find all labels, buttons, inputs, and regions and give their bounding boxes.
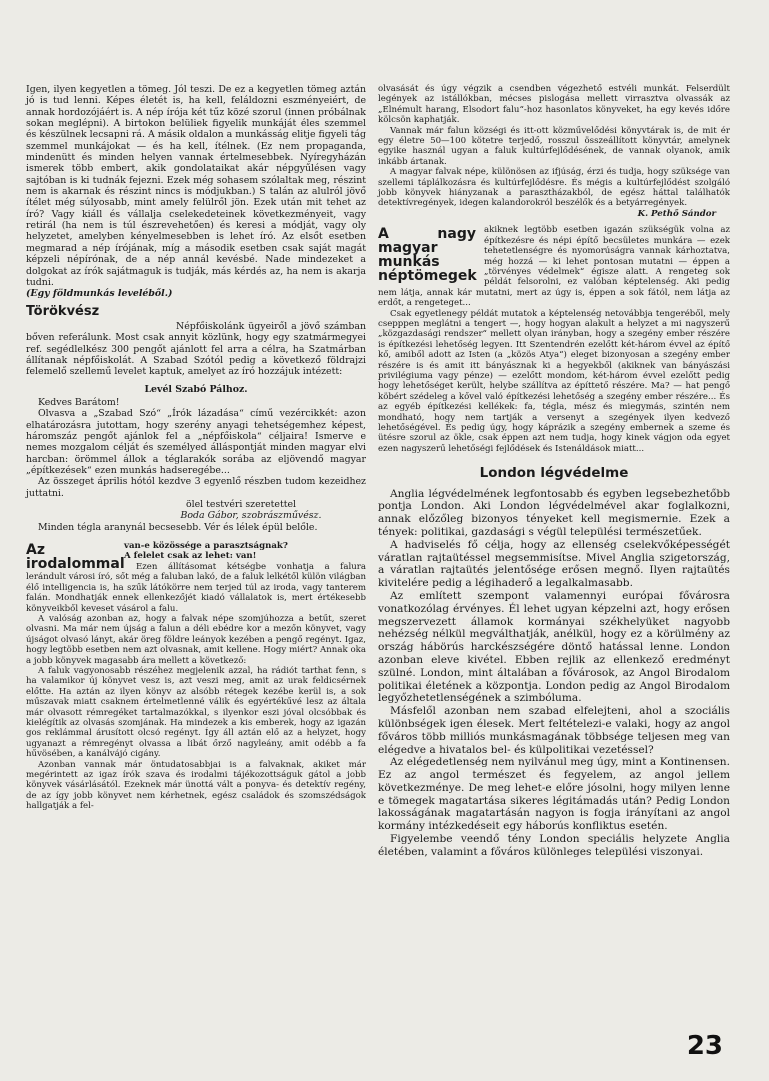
letter-paragraph: Az összeget április hótól kezdve 3 egyenlő részben tudom kezeidhez juttatni. xyxy=(26,476,366,499)
section-title-munkas: A nagy magyar munkás néptömegek xyxy=(378,226,477,285)
article-paragraph: Figyelembe veendő tény London speciális helyzete Anglia életében, valamint a főváros különleges települési viszonyai. xyxy=(378,833,730,858)
article-paragraph: olvasását és úgy végzik a csendben végezhető estvéli munkát. Felserdült legények az istállókban, mécses pislogása mellett virrasztva olvassák az „Elnémult harang, Elsodort falu“-hoz hasonlatos könyveket, ha egy kevés időre kölcsön kaphatják. xyxy=(378,84,730,126)
article-paragraph: Az említett szempont valamennyi európai fővárosra vonatkozólag érvényes. Él lehet ugyan képzelni azt, hogy erősen megszervezett államok kormányai székhelyüket nagyobb nehézség nélkül megválthatják, anélkül, hogy ez a körülmény az ország hábörús harckészségére döntő hatással lenne. London azonban eleve kivétel. Ebben rejlik az ellenkező eredményt szülné. London, mint általában a fővárosok, az Angol Birodalom politikai életének a központja. London pedig az Angol Birodalom legyőzhetetlenségének a szimbóluma. xyxy=(378,589,730,705)
section-title-london: London légvédelme xyxy=(479,465,629,482)
article-paragraph: Ezen állításomat kétségbe vonhatja a falura lerándult városi író, sőt még a faluban lakó, de a faluk lelkétől külön világban élő intelligencia is, ha szűk látókörre nem terjed túl az iroda, vagy tanterem falán. Mondhatják ennek ellenkezőjét kiadó vállalatok is, mert értékesebb könyveikből keveset vásárol a falu. xyxy=(26,561,366,614)
source-note: (Egy földmunkás leveléből.) xyxy=(26,288,173,300)
article-paragraph: Az elégedetlenség nem nyilvánul meg úgy, mint a Kontinensen. Ez az angol természet és fegyelem, az angol jellem következménye. De meg lehet-e előre jósolni, hogy milyen lenne e tömegek magatartása sikeres légitámadás után? Pedig London lakosságának magatartásán nagyon is fogja irányítani az angol kormány intézkedéseit egy háborús konfliktus esetén. xyxy=(378,756,730,833)
article-paragraph: Anglia légvédelmének legfontosabb és egyben legsebezhetőbb pontja London. Aki London légvédelmével akar foglalkozni, annak előzőleg bizonyos tényeket kell megismernie. Ezek a tények: politikai, gazdasági s végül települési természetűek. xyxy=(378,487,730,538)
article-paragraph: Másfelől azonban nem szabad elfelejteni, ahol a szociális különbségek igen élesek. Mert feltételezi-e valaki, hogy az angol főváros több milliós munkásmagának többsége teljesen meg van elégedve a hivatalos bel- és külpolitikai vezetéssel? xyxy=(378,705,730,756)
article-paragraph: Igen, ilyen kegyetlen a tömeg. Jól teszi. De ez a kegyetlen tömeg aztán jó is tud lenni. Képes életét is, ha kell, feláldozni eszményeiért, de annak hordozójáért is. A nép írója két tűz közé szorul (innen próbálnak sokan meglépni). A birtokon belüliek figyelik munkáját éles szemmel és készülnek lecsapni rá. A másik oldalon a munkásság elitje figyeli tág szemmel munkájokat — és ha kell, ítélnek. (Ez nem propaganda, mindenütt és minden helyen vannak értelmesebbek. Nyíregyházán ismerek több embert, akik gondolataikat akár népgyűlésen vagy sajtóban is ki tudnák fejezni. Ezek még sohasem szólaltak meg, részint nem is akarnak és részint nincs is módjukban.) S talán az alulról jövő ítélet még súlyosabb, mint amely felülről jön. Ezek után mit tehet az író? Vagy kiáll és vállalja cselekedeteinek következményeit, vagy retirál (ha nem is túl észrevehetően) és keresi a módját, vagy oly helyzetet, amelyben kényelmesebben is lehet író. Az elsőt esetben megmarad a nép írójának, míg a második esetben csak saját magát képzeli népírónak, de a nép annál kevésbé. Nade mindezeket a dolgokat az írók sajátmaguk is tudják, más kérdés az, ha nem is akarja tudni. xyxy=(26,84,366,288)
article-paragraph: Népfőiskolánk ügyeiről a jövő számban bőven referálunk. Most csak annyit közlünk, hogy egy szatmármegyei ref. segédlelkész 300 pengőt ajánlott fel arra a célra, ha Szatmárban állítanak népfőiskolát. A Szabad Szótól pedig a következő földrajzi felemelő szellemű levelet kaptuk, amelyet az író hozzájuk intézett: xyxy=(26,320,366,378)
right-column xyxy=(378,84,730,859)
subheading: van-e közössége a parasztságnak? xyxy=(124,541,288,552)
article-paragraph: Azonban vannak már öntudatosabbjai is a falvaknak, akiket már megérintett az igaz írók szava és irodalmi tájékozottságuk gátol a jobb könyvek vásárlásától. Ezeknek már ünottá vált a ponyva- és detektív regény, de az így jobb könyvet nem kérhetnek, egész családok és szomszédságok hallgatják a fel- xyxy=(26,759,366,812)
article-paragraph: A magyar falvak népe, különösen az ifjúság, érzi és tudja, hogy szüksége van szellemi táplálkozásra és kultúrfejlődésre. És mégis a kultúrfejlődést szolgáló jobb könyvek hiányzanak a parasztházakból, de egész háttal találhatók detektívregények, idegen kalandorokról beszélők és a betyárregények. xyxy=(378,167,730,209)
letter-closing: ölel testvéri szeretettel xyxy=(185,499,297,511)
subheading: A felelet csak az lehet: van! xyxy=(124,551,257,562)
article-paragraph: A hadviselés fő célja, hogy az ellenség cselekvőképességét váratlan rajtaütéssel megsemmisítse. Mivel Anglia szigetország, a váratlan rajtaütés jelentősége erősen megnő. Ilyen rajtaütés kivitelére pedig a légihaderő a legalkalmasabb. xyxy=(378,538,730,590)
article-paragraph: A faluk vagyonosabb részéhez megjelenik azzal, ha rádiót tarthat fenn, s ha valamikor új könyvet vesz is, azt veszi meg, amit az urak feldicsérnek előtte. Ha aztán az ilyen könyv az alsóbb rétegek kezébe kerül is, a sok műszavak miatt csaknem értelmetlenné válik és egyértékűvé lesz az általa már olvasott rémregéket tartalmazókkal, s ilyenkor eszi jóval olcsóbbak és kielégítik az olvasás szomjának. Ha mindezek a kis emberek, hogy az igazán gos reklámmal árusított olcsó regényt. Így áll aztán elő az a helyzet, hogy ugyanazt a rémregényt olvassa a libát őrző nagyleány, amit odébb a fa hűvösében, a kanálvájó cigány. xyxy=(26,665,366,760)
article-paragraph: akiknek legtöbb esetben igazán szükségük volna az építkezésre és népi építő becsületes munkára — ezek tehetetlenségre és nyomorúságra vannak kárhoztatva, még hozzá — ki lehet pontosan mutatni — éppen a „törvényes védelmek“ égisze alatt. A rengeteg sok példát felsorolni, ez valóban képtelenség. Aki pedig nem látja, annak kár mutatni, mert az úgy is, éppen a sok fától, nem látja az erdőt, a rengeteget... xyxy=(378,225,730,309)
page-number: 23 xyxy=(686,1031,723,1061)
letter-paragraph: Olvasva a „Szabad Szó“ „Írók lázadása“ című vezércikkét: azon elhatározásra jutottam, hogy szerény anyagi tehetségemhez képest, háromszáz pengőt ajánlok fel a „népfőiskola“ céljaira! Ismerve e nemes mozgalom célját és személyed álláspontját minden magyar elvi harcban: örömmel állok a téglarakók sorába az eljövendő magyar „építkezések“ ezen munkás hadseregébe... xyxy=(26,408,366,476)
section-title-torokvesz: Törökvész xyxy=(26,303,100,319)
left-column xyxy=(26,84,366,812)
letter-signature: Boda Gábor, szobrászművész. xyxy=(180,510,322,522)
letter-heading: Levél Szabó Pálhoz. xyxy=(144,383,248,395)
letter-greeting: Kedves Barátom! xyxy=(38,396,120,408)
article-paragraph: Csak egyetlenegy példát mutatok a képtelenség netovábbja tengeréből, mely csepppen meglátni a tengert —, hogy hogyan alakult a helyzet a mi nagyszerű „közgazdasági rendszer“ mellett olyan irányban, hogy a szegény ember részére is építkezési lehetőség legyen. Itt Szentendrén ezelőtt két-három évvel az építő kő, amiből adott az Isten (a „közös Atya“) eleget bizonyosan a szegény ember részére is és amit itt bányásznak ki a hegyekből (akiknek van bányászási privilégiuma vagy pénze) — ezelőtt mondom, két-három évvel ezelőtt pedig hogy lehetőséget került, helybe szállítva az építtető részére. Ma? — hat pengő köbért szédeleg a kővel való építkezési lehetőség a szegény ember részére... És az egyéb építkezési kellékek: fa, tégla, mész és miegymás, szintén nem mondható, hogy nem tartják a versenyt a szegények ilyen kedvező lehetőségével. És pedig úgy, hogy káprázik a szegény embernek a szeme és ütésre szorul az ökle, csak éppen azt nem tudja, hogy kinek vágjon oda egyet ezen nagyszerű lehetőségi fejlődések és Istenáldások miatt... xyxy=(378,308,730,454)
article-paragraph: Vannak már falun községi és itt-ott közművelődési könyvtárak is, de mit ér egy életre 50—100 kötetre terjedő, rosszul összeállított könyvtár, amelynek egyike használ ugyan a faluk kultúrfejlődésének, de vannak olyanok, amik inkább ártanak. xyxy=(378,125,730,167)
author-signature: K. Pethő Sándor xyxy=(637,208,716,219)
article-paragraph: A valóság azonban az, hogy a falvak népe szomjúhozza a betűt, szeret olvasni. Ma már nem újság a falun a déli ebédre kor a mezőn könyvet, vagy újságot olvasó lányt, akár öreg földre leányok kezében a pengő regényt. Igaz, hogy legtöbb esetben nem azt olvasnak, amit kellene. Hogy miért? Annak oka a jobb könyvek magasabb ára mellett a következő: xyxy=(26,613,366,666)
article-paragraph: Minden tégla aranynál becsesebb. Vér és lélek épül belőle. xyxy=(38,521,318,533)
section-title-irodalom: Az irodalommal xyxy=(26,542,125,573)
